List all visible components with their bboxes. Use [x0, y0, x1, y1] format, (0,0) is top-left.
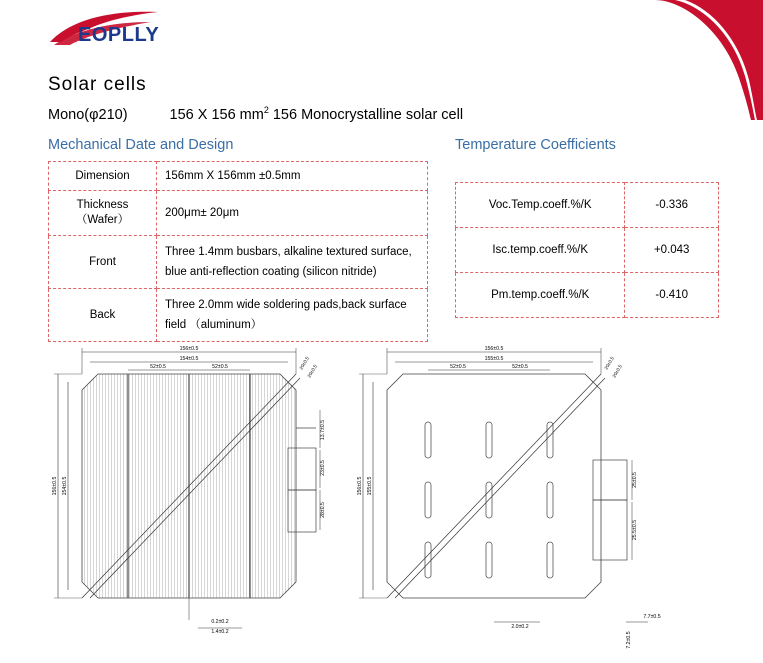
mech-label-thickness-line2: （Wafer）	[75, 214, 130, 227]
mech-value-dimension: 156mm X 156mm ±0.5mm	[157, 162, 428, 191]
table-row	[456, 228, 719, 273]
table-row	[456, 183, 719, 228]
back-dim-top-overall: 156±0.5	[484, 346, 504, 352]
temp-key-pm: Pm.temp.coeff.%/K	[456, 273, 625, 318]
front-dim-left-overall: 156±0.5	[52, 476, 58, 496]
table-row	[49, 162, 428, 191]
product-subtitle	[48, 105, 463, 123]
back-cell-drawing	[357, 346, 661, 649]
front-dim-top-inner: 154±0.5	[179, 356, 199, 362]
temp-key-isc: Isc.temp.coeff.%/K	[456, 228, 625, 273]
back-dim-corner2: 20±0.5	[611, 363, 623, 379]
mech-label-dimension: Dimension	[49, 162, 157, 191]
mech-value-back-line1: Three 2.0mm wide soldering pads,back surface	[165, 299, 407, 311]
temp-key-voc: Voc.Temp.coeff.%/K	[456, 183, 625, 228]
table-row	[456, 273, 719, 318]
front-dim-top-seg-left: 52±0.5	[150, 364, 166, 370]
brand-name: EOPLLY	[78, 24, 160, 46]
mech-label-back: Back	[49, 289, 157, 342]
back-dim-bottom-right2: 7.2±0.5	[626, 631, 632, 649]
mechanical-table	[48, 161, 428, 342]
mech-value-back-line2: field （aluminum）	[165, 319, 263, 332]
mech-label-front: Front	[49, 236, 157, 289]
back-dim-bottom-bar: 2.0±0.2	[511, 624, 529, 630]
mech-value-front	[157, 236, 428, 289]
subtitle-dimension: 156 X 156 mm	[169, 106, 264, 123]
table-row	[49, 191, 428, 236]
front-dim-bottom-small: 0.2±0.2	[211, 619, 229, 625]
subtitle-superscript: 2	[263, 105, 269, 115]
front-dim-left-inner: 154±0.5	[62, 476, 68, 496]
front-dim-corner1: 20±0.5	[298, 355, 310, 371]
temperature-section-heading: Temperature Coefficients	[455, 137, 616, 153]
subtitle-description: 156 Monocrystalline solar cell	[272, 106, 464, 123]
back-dim-left-overall: 156±0.5	[357, 476, 363, 496]
front-dim-bottom-bar: 1.4±0.2	[211, 629, 229, 635]
front-dim-right-d2: 23±0.5	[320, 460, 326, 476]
temp-value-voc: -0.336	[625, 183, 719, 228]
mech-value-thickness: 200μm± 20μm	[157, 191, 428, 236]
front-dim-top-overall: 156±0.5	[179, 346, 199, 352]
back-dim-right-d2: 25.5±0.5	[632, 519, 638, 541]
mech-label-thickness-line1: Thickness	[76, 199, 129, 212]
front-dim-corner2: 20±0.5	[306, 363, 318, 379]
front-dim-top-seg-right: 52±0.5	[212, 364, 228, 370]
corner-decoration-icon	[563, 0, 763, 120]
front-cell-drawing	[52, 346, 326, 635]
mech-label-thickness	[49, 191, 157, 236]
back-dim-top-seg-right: 52±0.5	[512, 364, 528, 370]
technical-drawings	[0, 330, 763, 658]
back-dim-right-d1: 25±0.5	[632, 472, 638, 488]
back-dim-corner1: 20±0.5	[603, 355, 615, 371]
back-dim-left-inner: 155±0.5	[367, 476, 373, 496]
temperature-table	[455, 182, 719, 318]
subtitle-model: Mono(φ210)	[48, 106, 128, 123]
page-title: Solar cells	[48, 74, 147, 95]
mechanical-section-heading: Mechanical Date and Design	[48, 137, 234, 153]
temp-value-pm: -0.410	[625, 273, 719, 318]
mech-value-front-line2: blue anti-reflection coating (silicon nitride)	[165, 266, 377, 279]
front-dim-right-d3: 28±0.5	[320, 502, 326, 518]
table-row	[49, 236, 428, 289]
front-dim-right-d1: 13.7±0.5	[320, 419, 326, 441]
temp-value-isc: +0.043	[625, 228, 719, 273]
back-dim-top-inner: 155±0.5	[484, 356, 504, 362]
back-dim-bottom-right1: 7.7±0.5	[643, 614, 661, 620]
back-dim-top-seg-left: 52±0.5	[450, 364, 466, 370]
mech-value-front-line1: Three 1.4mm busbars, alkaline textured surface,	[165, 246, 412, 258]
